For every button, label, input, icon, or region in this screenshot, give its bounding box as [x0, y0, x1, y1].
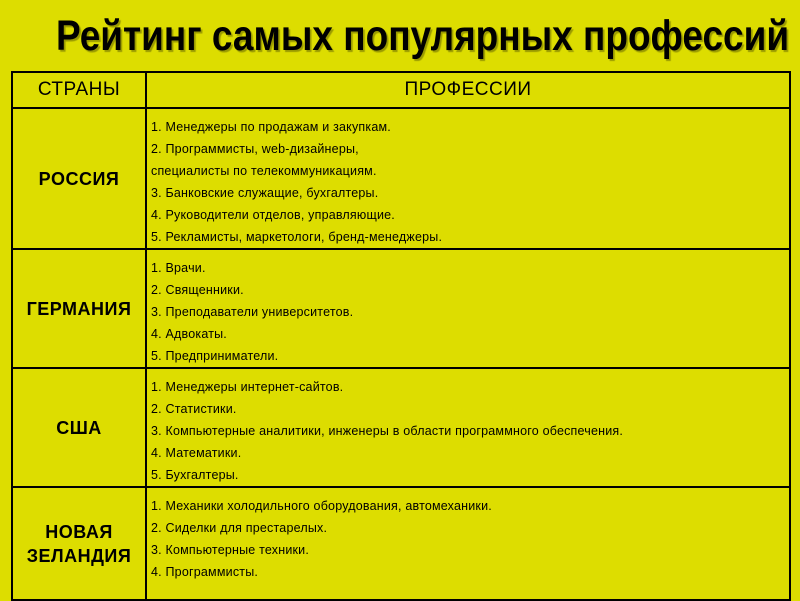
professions-cell-usa: [146, 368, 790, 487]
profession-item: 1. Механики холодильного оборудования, автомеханики.: [151, 499, 492, 513]
country-cell-germany: [12, 249, 146, 368]
table-row: [12, 249, 790, 368]
profession-item: 4. Программисты.: [151, 565, 259, 579]
profession-item: 5. Рекламисты, маркетологи, бренд-менеджеры.: [151, 230, 443, 244]
profession-item: 5. Бухгалтеры.: [151, 468, 239, 482]
country-name: РОССИЯ: [38, 168, 120, 189]
table-row: [12, 108, 790, 249]
header-professions: ПРОФЕССИИ: [146, 72, 790, 108]
professions-cell-germany: [146, 249, 790, 368]
header-countries: СТРАНЫ: [12, 72, 146, 108]
profession-item: 2. Сиделки для престарелых.: [151, 521, 328, 535]
profession-item: 3. Преподаватели университетов.: [151, 305, 354, 319]
page-title: Рейтинг самых популярных профессий: [56, 12, 790, 60]
table-row: [12, 368, 790, 487]
table-row: [12, 487, 790, 600]
country-cell-usa: [12, 368, 146, 487]
profession-item: 2. Статистики.: [151, 402, 237, 416]
professions-cell-new-zealand: [146, 487, 790, 600]
profession-item: 4. Руководители отделов, управляющие.: [151, 208, 395, 222]
profession-item: 3. Банковские служащие, бухгалтеры.: [151, 186, 379, 200]
country-name: ГЕРМАНИЯ: [26, 298, 132, 319]
professions-cell-russia: [146, 108, 790, 249]
profession-item: 1. Врачи.: [151, 261, 206, 275]
profession-item: 5. Предприниматели.: [151, 349, 279, 363]
profession-item: 4. Адвокаты.: [151, 327, 227, 341]
profession-item: 2. Священники.: [151, 283, 244, 297]
profession-item: 3. Компьютерные техники.: [151, 543, 310, 557]
country-cell-russia: [12, 108, 146, 249]
professions-table: [11, 71, 791, 601]
country-name-line-2: ЗЕЛАНДИЯ: [26, 545, 132, 566]
profession-item: 3. Компьютерные аналитики, инженеры в области программного обеспечения.: [151, 424, 624, 438]
table-header-row: [12, 72, 790, 108]
profession-item: 1. Менеджеры интернет-сайтов.: [151, 380, 344, 394]
profession-item: 4. Математики.: [151, 446, 242, 460]
profession-item: специалисты по телекоммуникациям.: [151, 164, 377, 178]
country-cell-new-zealand: [12, 487, 146, 600]
country-name: США: [56, 417, 102, 438]
profession-item: 2. Программисты, web-дизайнеры,: [151, 142, 359, 156]
profession-item: 1. Менеджеры по продажам и закупкам.: [151, 120, 391, 134]
country-name-line-1: НОВАЯ: [45, 521, 113, 542]
